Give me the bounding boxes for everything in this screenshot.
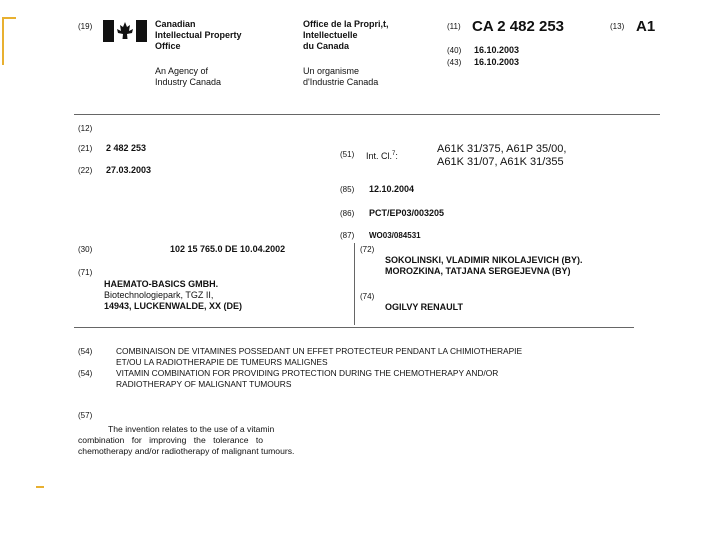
code-87: (87)	[340, 231, 355, 240]
agency-en-line: An Agency of	[155, 66, 209, 76]
biblio-divider	[74, 327, 634, 328]
wo-number: WO03/084531	[369, 231, 421, 240]
int-cl-colon: :	[395, 151, 398, 161]
date-40: 16.10.2003	[474, 45, 520, 55]
code-office: (19)	[78, 22, 93, 31]
office-agency-en	[155, 66, 221, 88]
national-entry-date: 12.10.2004	[369, 184, 415, 194]
code-54-en: (54)	[78, 369, 93, 378]
pct-number: PCT/EP03/003205	[369, 208, 445, 218]
code-30: (30)	[78, 245, 93, 254]
applicant-address-line: Biotechnologiepark, TGZ II,	[104, 290, 214, 300]
code-date-40: (40)	[447, 46, 462, 55]
canada-flag-icon	[103, 20, 147, 42]
ipc-line: A61K 31/375, A61P 35/00,	[437, 143, 567, 155]
int-cl-text: Int. Cl.	[366, 151, 393, 161]
inventor-line: SOKOLINSKI, VLADIMIR NIKOLAJEVICH (BY).	[385, 255, 583, 265]
int-cl-edition: 7	[392, 151, 396, 157]
inventor-line: MOROZKINA, TATJANA SERGEJEVNA (BY)	[385, 266, 571, 276]
applicant-address-line: 14943, LUCKENWALDE, XX (DE)	[104, 301, 243, 311]
code-72: (72)	[360, 245, 375, 254]
office-en-line: Intellectual Property	[155, 30, 242, 40]
office-fr-line: Office de la Propri,t,	[303, 19, 389, 29]
agency-fr-line: d'Industrie Canada	[303, 77, 379, 87]
header-divider	[74, 114, 660, 115]
office-name-en	[155, 19, 242, 52]
ipc-classes	[437, 143, 566, 169]
abstract-line-2: combination for improving the tolerance to	[78, 435, 264, 445]
code-74: (74)	[360, 292, 375, 301]
code-kind: (13)	[610, 22, 625, 31]
code-51: (51)	[340, 150, 355, 159]
application-number: 2 482 253	[106, 143, 147, 153]
title-fr-line: ET/OU LA RADIOTHERAPIE DE TUMEURS MALIGNES	[116, 357, 328, 367]
filing-date: 27.03.2003	[106, 165, 152, 175]
code-date-43: (43)	[447, 58, 462, 67]
applicant-name: HAEMATO-BASICS GMBH.	[104, 279, 219, 289]
ipc-line: A61K 31/07, A61K 31/355	[437, 156, 564, 168]
office-name-fr	[303, 19, 389, 52]
code-22: (22)	[78, 166, 93, 175]
code-57: (57)	[78, 411, 93, 420]
office-fr-line: Intellectuelle	[303, 30, 358, 40]
title-en-line: RADIOTHERAPY OF MALIGNANT TUMOURS	[116, 379, 292, 389]
patent-number: CA 2 482 253	[472, 18, 565, 35]
title-en-line: VITAMIN COMBINATION FOR PROVIDING PROTECTION DURING THE CHEMOTHERAPY AND/OR	[116, 368, 499, 378]
title-en	[116, 368, 498, 390]
office-agency-fr	[303, 66, 378, 88]
title-fr-line: COMBINAISON DE VITAMINES POSSEDANT UN EFFET PROTECTEUR PENDANT LA CHIMIOTHERAPIE	[116, 346, 523, 356]
date-43: 16.10.2003	[474, 57, 520, 67]
column-divider	[354, 243, 355, 325]
int-cl-label	[366, 149, 398, 162]
abstract-line-1: The invention relates to the use of a vitamin	[108, 424, 275, 434]
code-85: (85)	[340, 185, 355, 194]
applicant-address	[104, 290, 242, 312]
office-fr-line: du Canada	[303, 41, 350, 51]
office-en-line: Canadian	[155, 19, 196, 29]
code-21: (21)	[78, 144, 93, 153]
agency-en-line: Industry Canada	[155, 77, 222, 87]
agent-name: OGILVY RENAULT	[385, 302, 464, 312]
kind-code: A1	[636, 18, 656, 35]
agency-fr-line: Un organisme	[303, 66, 360, 76]
code-71: (71)	[78, 268, 93, 277]
title-fr	[116, 346, 522, 368]
code-12: (12)	[78, 124, 93, 133]
code-54-fr: (54)	[78, 347, 93, 356]
office-en-line: Office	[155, 41, 181, 51]
code-patent-number: (11)	[447, 22, 461, 31]
inventors	[385, 255, 583, 277]
priority-data: 102 15 765.0 DE 10.04.2002	[170, 244, 286, 254]
abstract-line-3: chemotherapy and/or radiotherapy of malignant tumours.	[78, 446, 295, 456]
code-86: (86)	[340, 209, 355, 218]
